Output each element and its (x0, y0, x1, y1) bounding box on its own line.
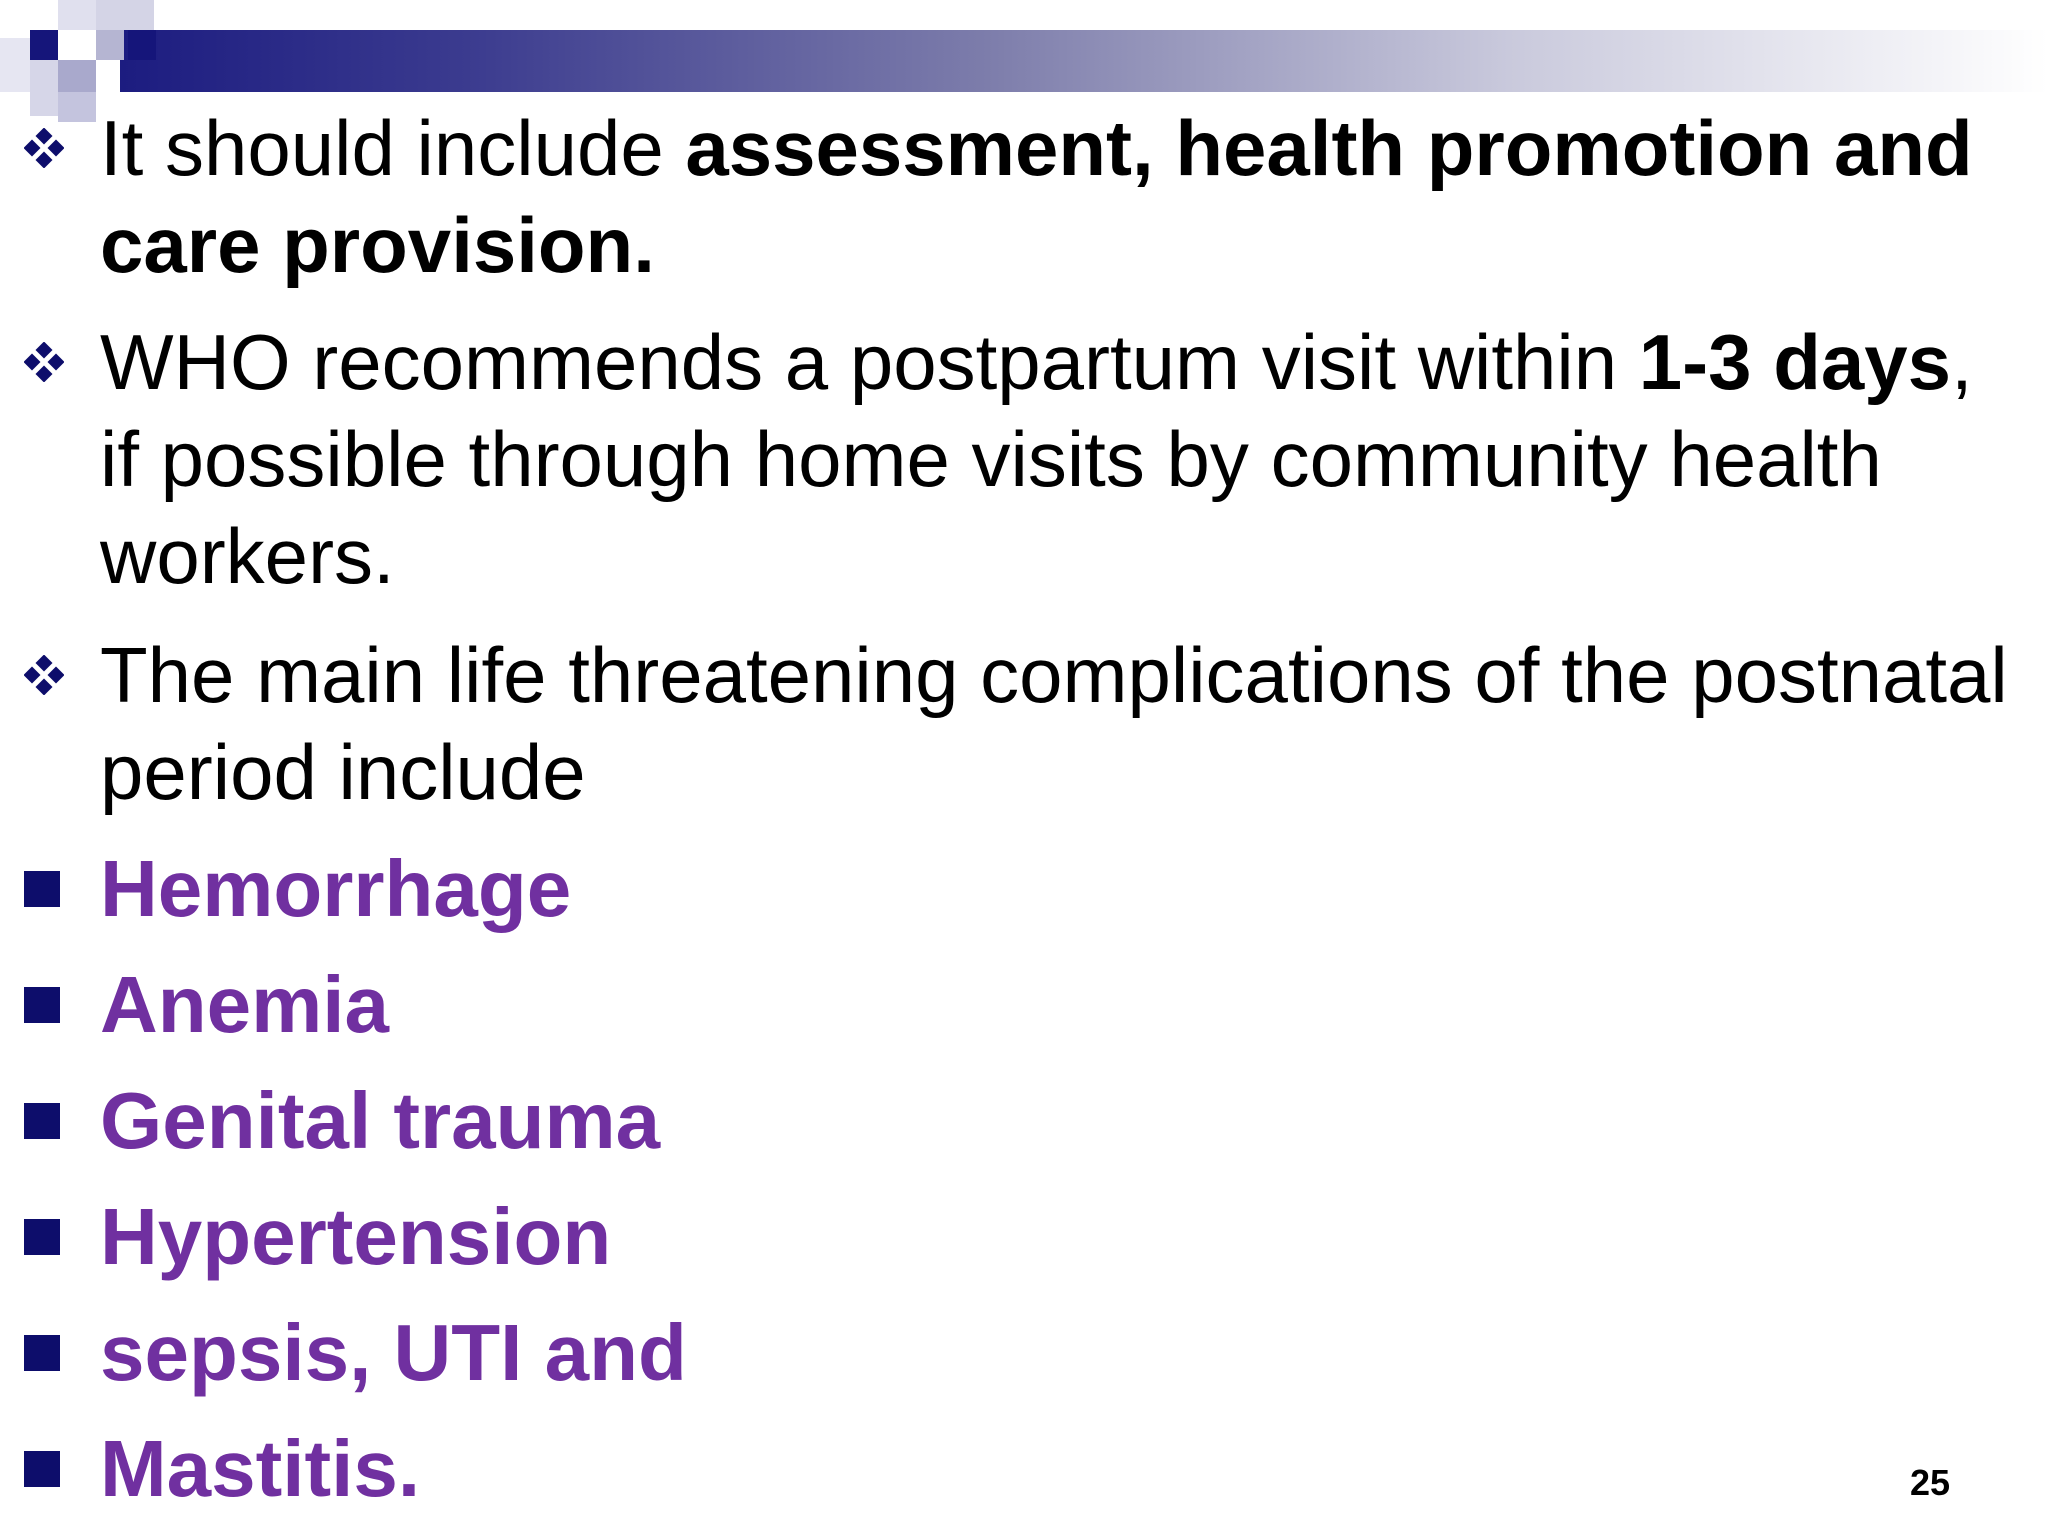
bullet-text: It should include (100, 104, 686, 192)
decor-square (96, 0, 154, 30)
decor-square (128, 30, 156, 60)
complication-label: Hemorrhage (100, 844, 572, 933)
list-item (0, 947, 2048, 1063)
bullet-item (0, 627, 2048, 821)
list-item (0, 1063, 2048, 1179)
complications-list (0, 831, 2048, 1527)
decor-square (0, 38, 30, 92)
diamond-bullet-icon (24, 342, 64, 382)
square-bullet-icon (24, 1219, 60, 1255)
complication-label: Mastitis. (100, 1424, 421, 1513)
bullet-text: , if possible through home visits by community health workers. (100, 318, 1973, 600)
bullet-text-bold: assessment, health promotion and care provision. (100, 104, 1973, 289)
bullet-text-bold: 1-3 days (1638, 318, 1951, 406)
list-item (0, 1179, 2048, 1295)
square-bullet-icon (24, 1451, 60, 1487)
square-bullet-icon (24, 1335, 60, 1371)
bullet-item (0, 100, 2048, 294)
square-bullet-icon (24, 871, 60, 907)
bullet-item (0, 314, 2048, 605)
bullet-text: WHO recommends a postpartum visit within (100, 318, 1639, 406)
list-item (0, 831, 2048, 947)
complication-label: sepsis, UTI and (100, 1308, 687, 1397)
square-bullet-icon (24, 1103, 60, 1139)
page-number: 25 (1909, 1462, 1950, 1503)
diamond-bullet-icon (24, 128, 64, 168)
decor-square (58, 60, 96, 92)
slide-content (0, 100, 2048, 1527)
decor-square (58, 0, 96, 30)
header-gradient-bar (120, 30, 2048, 92)
complication-label: Hypertension (100, 1192, 612, 1281)
list-item (0, 1295, 2048, 1411)
complication-label: Genital trauma (100, 1076, 661, 1165)
decor-square (30, 30, 58, 60)
list-item (0, 1411, 2048, 1527)
square-bullet-icon (24, 987, 60, 1023)
decor-square (96, 30, 124, 60)
complication-label: Anemia (100, 960, 389, 1049)
bullet-text: The main life threatening complications of the postnatal period include (100, 631, 2008, 816)
diamond-bullet-icon (24, 655, 64, 695)
